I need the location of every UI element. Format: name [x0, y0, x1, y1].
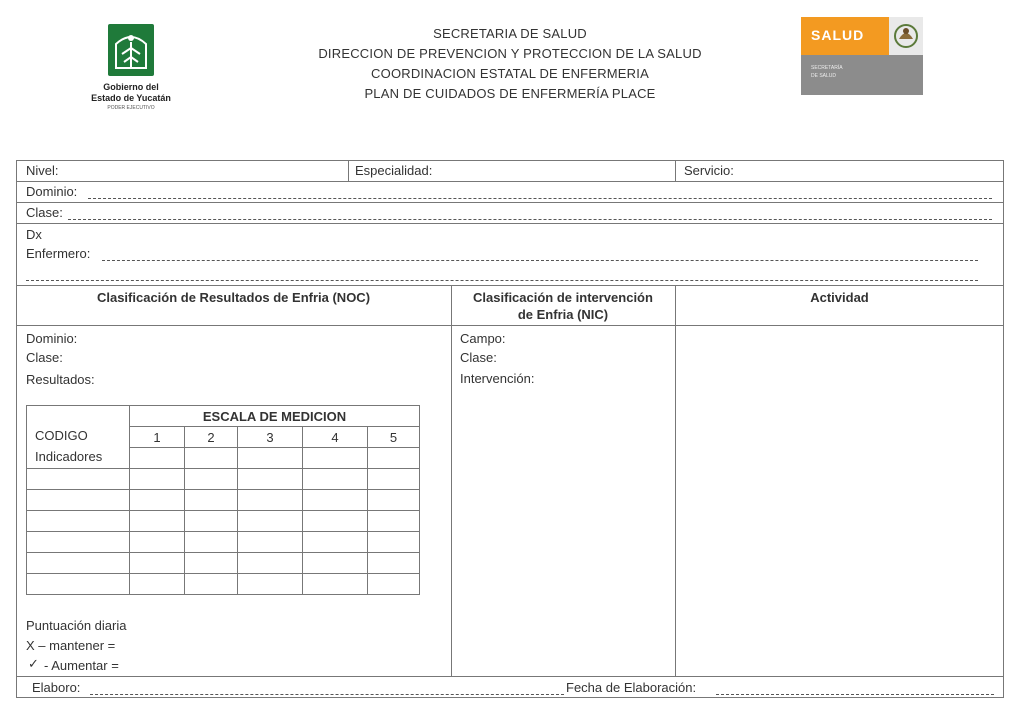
col-divider — [675, 285, 676, 676]
scale-cell[interactable] — [185, 490, 238, 511]
clase-underline — [68, 219, 992, 220]
dominio-underline — [88, 198, 992, 199]
noc-resultados[interactable]: Resultados: — [26, 372, 95, 387]
scale-cell[interactable] — [368, 448, 420, 469]
scale-cell[interactable] — [185, 469, 238, 490]
row-divider — [16, 285, 1004, 286]
header-line-2: DIRECCION DE PREVENCION Y PROTECCION DE LA SALUD — [318, 46, 702, 61]
scale-cell[interactable] — [130, 511, 185, 532]
salud-logo-gray — [801, 55, 923, 95]
scale-cell[interactable] — [238, 532, 303, 553]
scale-title: ESCALA DE MEDICION — [130, 406, 420, 427]
scale-cell[interactable] — [368, 511, 420, 532]
scale-level-1: 1 — [130, 427, 185, 448]
indicadores-label: Indicadores — [35, 449, 103, 464]
row-divider — [16, 676, 1004, 677]
logo-text-line1: Gobierno del — [103, 82, 159, 92]
nic-column-header-line1: Clasificación de intervención — [473, 290, 653, 305]
enfermero-field[interactable]: Enfermero: — [26, 246, 91, 261]
scale-cell[interactable] — [130, 448, 185, 469]
dominio-field[interactable]: Dominio: — [26, 184, 78, 199]
table-row — [27, 532, 420, 553]
scale-cell[interactable] — [368, 490, 420, 511]
table-row — [27, 490, 420, 511]
nic-intervencion[interactable]: Intervención: — [460, 371, 535, 386]
col-divider — [348, 160, 349, 181]
noc-column-header: Clasificación de Resultados de Enfria (NOC) — [96, 290, 371, 305]
header-line-4: PLAN DE CUIDADOS DE ENFERMERÍA PLACE — [364, 86, 656, 101]
scale-cell[interactable] — [185, 553, 238, 574]
nic-clase[interactable]: Clase: — [460, 350, 497, 365]
scale-cell[interactable] — [130, 469, 185, 490]
scale-cell[interactable] — [303, 511, 368, 532]
table-row — [27, 511, 420, 532]
table-row — [27, 553, 420, 574]
enfermero-underline-2 — [26, 280, 978, 281]
col-divider — [675, 160, 676, 181]
scale-cell[interactable] — [368, 469, 420, 490]
scale-cell[interactable] — [185, 448, 238, 469]
noc-dominio[interactable]: Dominio: — [26, 331, 78, 346]
table-row — [27, 574, 420, 595]
scale-cell[interactable] — [303, 448, 368, 469]
row-divider — [16, 181, 1004, 182]
scale-cell[interactable] — [27, 532, 130, 553]
row-divider — [16, 223, 1004, 224]
scale-cell[interactable] — [185, 532, 238, 553]
scale-level-2: 2 — [185, 427, 238, 448]
scale-cell[interactable] — [130, 553, 185, 574]
nivel-field[interactable]: Nivel: — [26, 163, 59, 178]
row-divider — [16, 325, 1004, 326]
scale-level-4: 4 — [303, 427, 368, 448]
dx-label: Dx — [26, 227, 42, 242]
salud-logo-sub2: DE SALUD — [811, 73, 837, 79]
check-icon: ✓ — [28, 656, 39, 671]
scale-cell[interactable] — [130, 532, 185, 553]
mantener-label: X – mantener = — [26, 638, 116, 653]
logo-text-line2: Estado de Yucatán — [91, 93, 171, 103]
scale-cell[interactable] — [27, 553, 130, 574]
scale-cell[interactable] — [130, 490, 185, 511]
scale-cell[interactable] — [368, 532, 420, 553]
elaboro-field[interactable]: Elaboro: — [32, 680, 81, 695]
scale-cell[interactable] — [303, 469, 368, 490]
scale-level-3: 3 — [238, 427, 303, 448]
scale-cell[interactable] — [27, 490, 130, 511]
salud-logo-sub1: SECRETARÍA — [811, 65, 843, 71]
nic-column-header-line2: de Enfria (NIC) — [517, 307, 609, 322]
header-line-3: COORDINACION ESTATAL DE ENFERMERIA — [371, 66, 649, 81]
scale-cell[interactable] — [130, 574, 185, 595]
scale-cell[interactable] — [238, 574, 303, 595]
fecha-elaboracion-field[interactable]: Fecha de Elaboración: — [566, 680, 697, 695]
salud-logo-orange — [801, 17, 889, 55]
header-line-1: SECRETARIA DE SALUD — [433, 26, 587, 41]
scale-level-5: 5 — [368, 427, 420, 448]
servicio-field[interactable]: Servicio: — [684, 163, 734, 178]
noc-clase[interactable]: Clase: — [26, 350, 63, 365]
scale-cell[interactable] — [368, 574, 420, 595]
scale-cell[interactable] — [238, 490, 303, 511]
scale-cell[interactable] — [303, 553, 368, 574]
scale-cell[interactable] — [27, 574, 130, 595]
scale-cell[interactable] — [238, 511, 303, 532]
puntuacion-diaria-label: Puntuación diaria — [26, 618, 127, 633]
elaboro-underline — [90, 694, 564, 695]
scale-cell[interactable] — [303, 490, 368, 511]
scale-cell[interactable] — [238, 448, 303, 469]
mexico-seal-icon — [889, 17, 923, 55]
salud-logo — [801, 17, 923, 95]
aumentar-label: - Aumentar = — [44, 658, 119, 673]
enfermero-underline — [102, 260, 978, 261]
fecha-underline — [716, 694, 994, 695]
salud-logo-title: SALUD — [811, 27, 865, 43]
scale-cell[interactable] — [185, 511, 238, 532]
table-row — [27, 469, 420, 490]
logo-text-line3: PODER EJECUTIVO — [107, 105, 155, 111]
measurement-scale-table — [26, 405, 420, 595]
scale-cell[interactable] — [27, 511, 130, 532]
codigo-indicadores-cell — [27, 406, 130, 469]
yucatan-logo-emblem — [108, 24, 154, 76]
scale-cell[interactable] — [238, 553, 303, 574]
especialidad-field[interactable]: Especialidad: — [355, 163, 433, 178]
nic-campo[interactable]: Campo: — [460, 331, 506, 346]
yucatan-logo — [86, 24, 176, 120]
scale-cell[interactable] — [303, 532, 368, 553]
codigo-label: CODIGO — [35, 428, 88, 443]
col-divider — [451, 285, 452, 676]
scale-cell[interactable] — [27, 469, 130, 490]
scale-cell[interactable] — [368, 553, 420, 574]
row-divider — [16, 202, 1004, 203]
clase-field[interactable]: Clase: — [26, 205, 63, 220]
actividad-column-header: Actividad — [810, 290, 869, 305]
scale-cell[interactable] — [185, 574, 238, 595]
scale-cell[interactable] — [238, 469, 303, 490]
scale-cell[interactable] — [303, 574, 368, 595]
